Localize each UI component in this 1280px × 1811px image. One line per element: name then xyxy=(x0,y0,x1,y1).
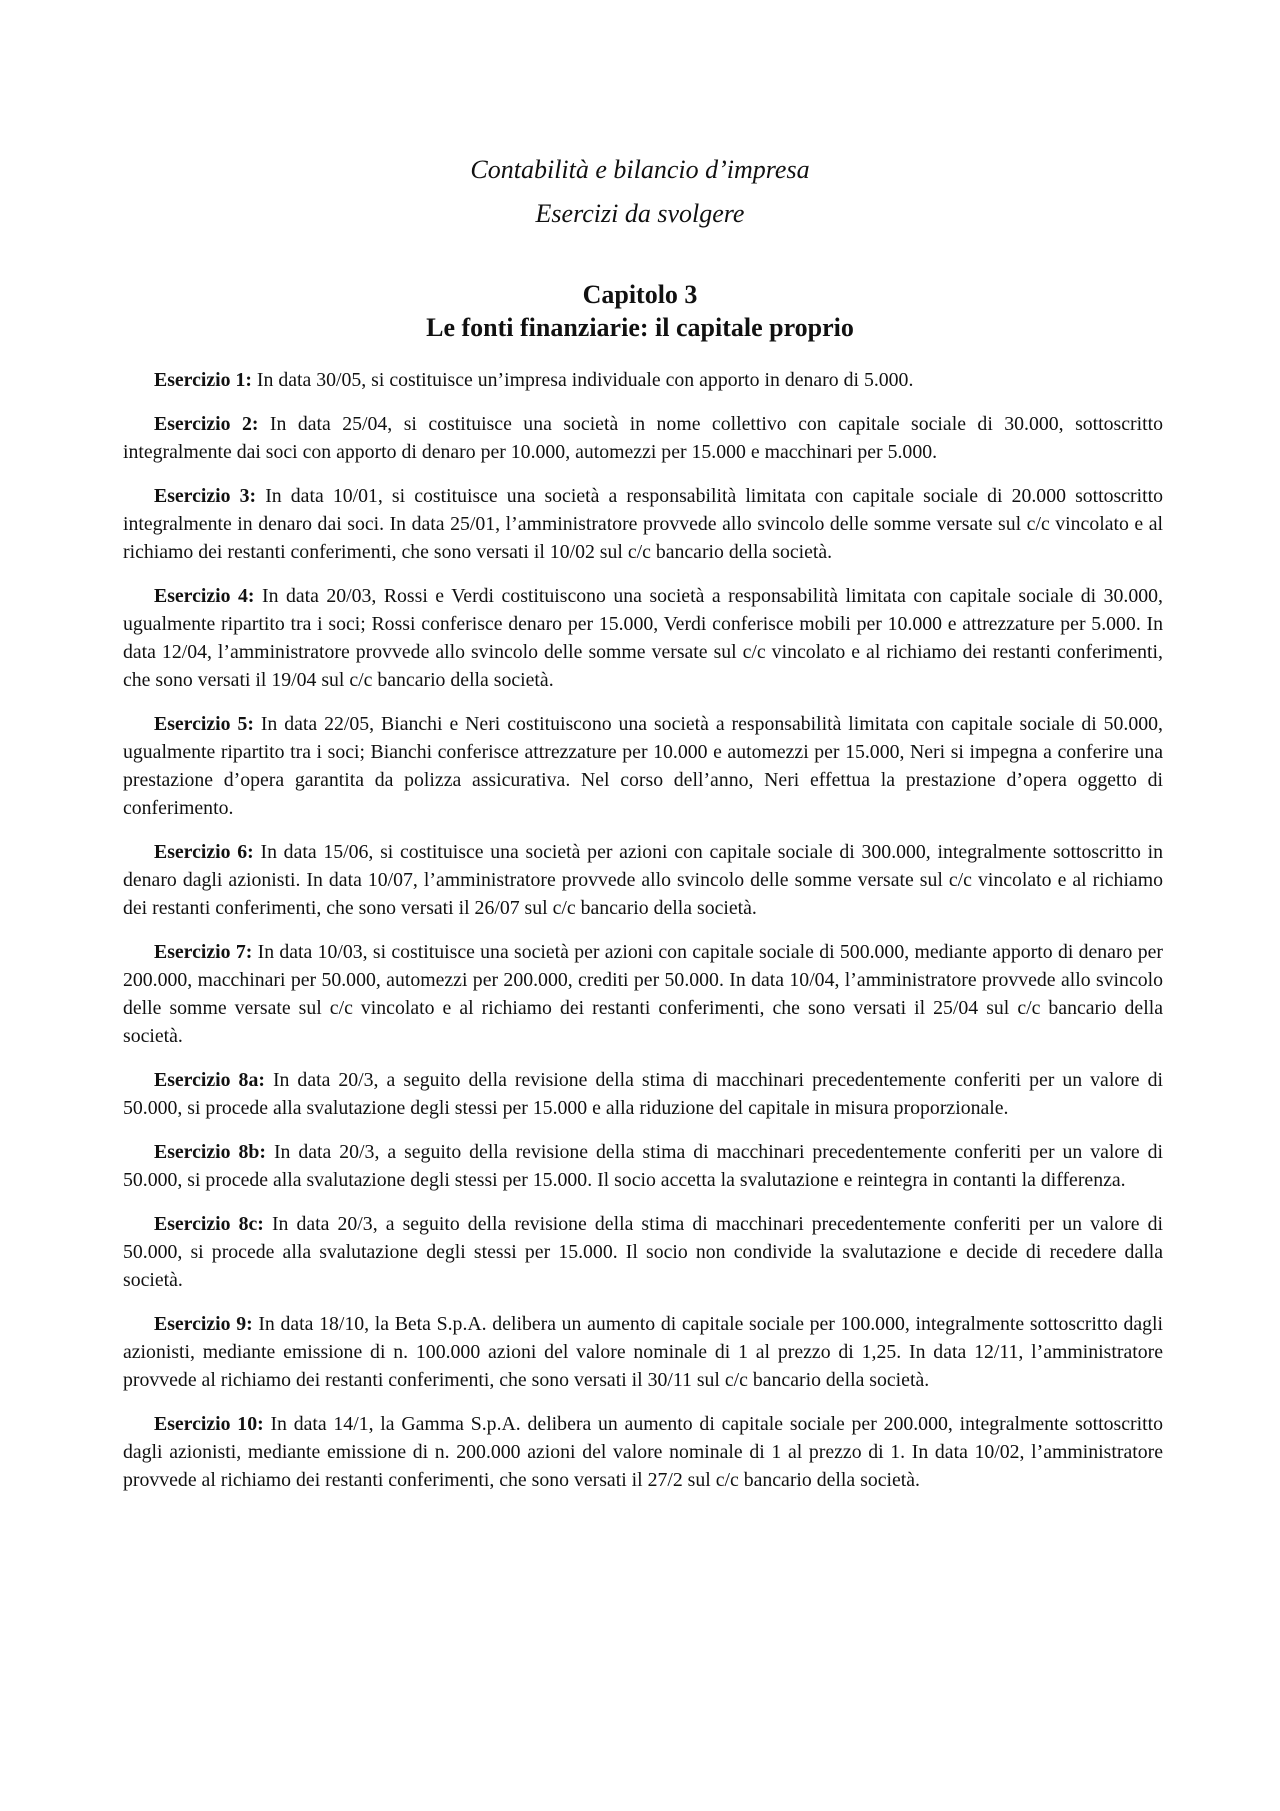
exercise-label: Esercizio 8a: xyxy=(154,1069,265,1091)
exercise-label: Esercizio 9: xyxy=(154,1313,253,1335)
exercise-text: In data 30/05, si costituisce un’impresa individuale con apporto in denaro di 5.000. xyxy=(251,369,914,391)
exercise-1 xyxy=(123,366,1163,394)
exercise-label: Esercizio 7: xyxy=(154,941,253,963)
chapter-title: Le fonti finanziarie: il capitale proprio xyxy=(426,313,854,342)
document-header xyxy=(0,148,1280,236)
exercise-5 xyxy=(123,710,1163,822)
chapter-number: Capitolo 3 xyxy=(582,280,698,309)
exercise-8a xyxy=(123,1066,1163,1122)
document-subtitle: Esercizi da svolgere xyxy=(535,199,745,228)
exercise-label: Esercizio 3: xyxy=(154,485,257,507)
exercise-label: Esercizio 5: xyxy=(154,713,254,735)
exercise-3 xyxy=(123,482,1163,566)
exercise-label: Esercizio 2: xyxy=(154,413,259,435)
exercise-4 xyxy=(123,582,1163,694)
exercise-text: In data 20/3, a seguito della revisione della stima di macchinari precedentemente conferiti per un valore di 50.000, si procede alla svalutazione degli stessi per 15.000. Il socio non condivide la svalutazione e decide di recedere dalla società. xyxy=(123,1213,1163,1291)
exercise-text: In data 20/3, a seguito della revisione della stima di macchinari precedentemente conferiti per un valore di 50.000, si procede alla svalutazione degli stessi per 15.000 e alla riduzione del capitale in misura proporzionale. xyxy=(123,1069,1163,1119)
exercise-9 xyxy=(123,1310,1163,1394)
exercise-8c xyxy=(123,1210,1163,1294)
exercise-text: In data 18/10, la Beta S.p.A. delibera un aumento di capitale sociale per 100.000, integralmente sottoscritto dagli azionisti, mediante emissione di n. 100.000 azioni del valore nominale di 1 al prezzo di 1,25. In data 12/11, l’amministratore provvede al richiamo dei restanti conferimenti, che sono versati il 30/11 sul c/c bancario della società. xyxy=(123,1313,1163,1391)
exercise-text: In data 20/03, Rossi e Verdi costituiscono una società a responsabilità limitata con capitale sociale di 30.000, ugualmente ripartito tra i soci; Rossi conferisce denaro per 15.000, Verdi conferisce mobili per 10.000 e attrezzature per 5.000. In data 12/04, l’amministratore provvede allo svincolo delle somme versate sul c/c vincolato e al richiamo dei restanti conferimenti, che sono versati il 19/04 sul c/c bancario della società. xyxy=(123,585,1163,691)
exercise-list xyxy=(123,366,1163,1510)
exercise-text: In data 10/01, si costituisce una società a responsabilità limitata con capitale sociale di 20.000 sottoscritto integralmente in denaro dai soci. In data 25/01, l’amministratore provvede allo svincolo delle somme versate sul c/c vincolato e al richiamo dei restanti conferimenti, che sono versati il 10/02 sul c/c bancario della società. xyxy=(123,485,1163,563)
exercise-label: Esercizio 10: xyxy=(154,1413,264,1435)
exercise-8b xyxy=(123,1138,1163,1194)
exercise-text: In data 22/05, Bianchi e Neri costituiscono una società a responsabilità limitata con capitale sociale di 50.000, ugualmente ripartito tra i soci; Bianchi conferisce attrezzature per 10.000 e automezzi per 15.000, Neri si impegna a conferire una prestazione d’opera garantita da polizza assicurativa. Nel corso dell’anno, Neri effettua la prestazione d’opera oggetto di conferimento. xyxy=(123,713,1163,819)
exercise-label: Esercizio 8c: xyxy=(154,1213,264,1235)
exercise-text: In data 25/04, si costituisce una società in nome collettivo con capitale sociale di 30.000, sottoscritto integralmente dai soci con apporto di denaro per 10.000, automezzi per 15.000 e macchinari per 5.000. xyxy=(123,413,1163,463)
exercise-label: Esercizio 1: xyxy=(154,369,252,391)
exercise-text: In data 20/3, a seguito della revisione della stima di macchinari precedentemente conferiti per un valore di 50.000, si procede alla svalutazione degli stessi per 15.000. Il socio accetta la svalutazione e reintegra in contanti la differenza. xyxy=(123,1141,1164,1191)
chapter-heading xyxy=(0,278,1280,344)
exercise-10 xyxy=(123,1410,1163,1494)
exercise-text: In data 15/06, si costituisce una società per azioni con capitale sociale di 300.000, integralmente sottoscritto in denaro dagli azionisti. In data 10/07, l’amministratore provvede allo svincolo delle somme versate sul c/c vincolato e al richiamo dei restanti conferimenti, che sono versati il 26/07 sul c/c bancario della società. xyxy=(123,841,1163,919)
exercise-text: In data 14/1, la Gamma S.p.A. delibera un aumento di capitale sociale per 200.000, integralmente sottoscritto dagli azionisti, mediante emissione di n. 200.000 azioni del valore nominale di 1 al prezzo di 1. In data 10/02, l’amministratore provvede al richiamo dei restanti conferimenti, che sono versati il 27/2 sul c/c bancario della società. xyxy=(123,1413,1164,1491)
exercise-label: Esercizio 8b: xyxy=(154,1141,266,1163)
exercise-2 xyxy=(123,410,1163,466)
exercise-label: Esercizio 4: xyxy=(154,585,255,607)
document-title: Contabilità e bilancio d’impresa xyxy=(470,155,810,184)
exercise-text: In data 10/03, si costituisce una società per azioni con capitale sociale di 500.000, mediante apporto di denaro per 200.000, macchinari per 50.000, automezzi per 200.000, crediti per 50.000. In data 10/04, l’amministratore provvede allo svincolo delle somme versate sul c/c vincolato e al richiamo dei restanti conferimenti, che sono versati il 25/04 sul c/c bancario della società. xyxy=(123,941,1163,1047)
exercise-7 xyxy=(123,938,1163,1050)
exercise-label: Esercizio 6: xyxy=(154,841,254,863)
exercise-6 xyxy=(123,838,1163,922)
